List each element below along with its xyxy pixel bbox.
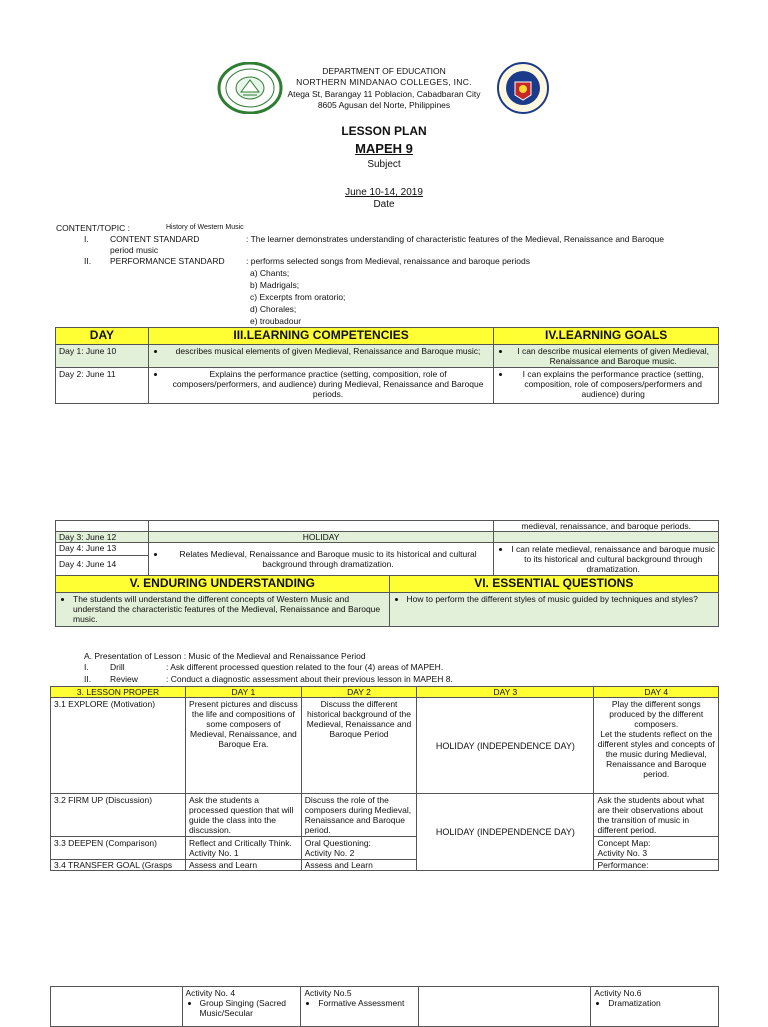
goal-cell: • I can describe musical elements of given Medieval, Renaissance and Baroque music. bbox=[494, 345, 719, 368]
table-row bbox=[51, 837, 719, 860]
understanding-table bbox=[55, 575, 719, 627]
competency-cell: • Explains the performance practice (setting, composition, role of composers/performers, and audience) during Medieval, Renaissance and Baroque periods. bbox=[148, 368, 493, 404]
day3-cell: HOLIDAY (INDEPENDENCE DAY) bbox=[417, 698, 594, 794]
day4-cell: Performance: bbox=[594, 860, 719, 871]
lesson-proper-table-continued bbox=[50, 986, 719, 1027]
essential-questions-header: VI. ESSENTIAL QUESTIONS bbox=[389, 576, 718, 593]
day1-cell: Reflect and Critically Think. Activity No. 1 bbox=[186, 837, 302, 860]
performance-standard-num: II. bbox=[84, 256, 92, 266]
competencies-table bbox=[55, 327, 719, 404]
content-standard-cont: period music bbox=[110, 245, 159, 255]
col-header-competencies: III.LEARNING COMPETENCIES bbox=[148, 328, 493, 345]
day1-cell: Ask the students a processed question that will guide the class into the discussion. bbox=[186, 794, 302, 837]
song-item: b) Madrigals; bbox=[250, 280, 300, 290]
day-cell: Day 1: June 10 bbox=[56, 345, 149, 368]
stage-label: 3.3 DEEPEN (Comparison) bbox=[51, 837, 186, 860]
table-row bbox=[56, 368, 719, 404]
col-header-day: DAY bbox=[56, 328, 149, 345]
drill-num: I. bbox=[84, 662, 89, 672]
school-address-line1: Atega St, Barangay 11 Poblacion, Cabadbaran City bbox=[287, 89, 481, 99]
day2-cell: Oral Questioning: Activity No. 2 bbox=[301, 837, 416, 860]
day-cell: Day 2: June 11 bbox=[56, 368, 149, 404]
day2-cell: Activity No.5 • Formative Assessment bbox=[301, 987, 419, 1027]
stage-label: 3.4 TRANSFER GOAL (Grasps bbox=[51, 860, 186, 871]
goal-cell: • I can explains the performance practice (setting, composition, role of composers/performers and audience) during bbox=[494, 368, 719, 404]
day1-cell: Assess and Learn bbox=[186, 860, 302, 871]
review-label: Review bbox=[110, 674, 138, 684]
essential-questions-cell: • How to perform the different styles of music guided by techniques and styles? bbox=[389, 593, 718, 627]
day2-cell: Assess and Learn bbox=[301, 860, 416, 871]
performance-standard-text: : performs selected songs from Medieval, renaissance and baroque periods bbox=[246, 256, 530, 266]
date-value: June 10-14, 2019 bbox=[345, 187, 423, 198]
topic-value: History of Western Music bbox=[166, 224, 244, 231]
date-label: Date bbox=[373, 199, 395, 210]
enduring-understanding-cell: • The students will understand the different concepts of Western Music and understand the characteristic features of the Medieval, Renaissance and Baroque music. bbox=[56, 593, 390, 627]
topic-label: CONTENT/TOPIC : bbox=[56, 223, 130, 233]
content-standard-label: CONTENT STANDARD bbox=[110, 234, 200, 244]
day4-cell: Play the different songs produced by the different composers. Let the students reflect on the different styles and concepts of the music during Medieval, Renaissance and Baroque period. bbox=[594, 698, 719, 794]
col-header-day2: DAY 2 bbox=[301, 687, 416, 698]
drill-text: : Ask different processed question related to the four (4) areas of MAPEH. bbox=[166, 662, 444, 672]
table-row bbox=[51, 860, 719, 871]
doc-title: LESSON PLAN bbox=[341, 124, 427, 138]
review-num: II. bbox=[84, 674, 92, 684]
day1-cell: Present pictures and discuss the life and compositions of some composers of Medieval, Renaissance, and Baroque Era. bbox=[186, 698, 302, 794]
day1-cell: Activity No. 4 • Group Singing (Sacred Music/Secular bbox=[182, 987, 301, 1027]
content-standard-text: : The learner demonstrates understanding of characteristic features of the Medieval, Renaissance and Baroque bbox=[246, 234, 665, 244]
table-row bbox=[51, 698, 719, 794]
presentation-line: A. Presentation of Lesson : Music of the Medieval and Renaissance Period bbox=[84, 651, 366, 661]
col-header-goals: IV.LEARNING GOALS bbox=[494, 328, 719, 345]
holiday-cell: HOLIDAY bbox=[148, 532, 493, 543]
day4-cell: Ask the students about what are their observations about the transition of music in different period. bbox=[594, 794, 719, 837]
day-cell: Day 4: June 14 bbox=[56, 556, 149, 576]
day2-cell: Discuss the different historical background of the Medieval, Renaissance and Baroque Period bbox=[301, 698, 416, 794]
song-item: e) troubadour bbox=[250, 316, 302, 326]
table-row bbox=[51, 794, 719, 837]
col-header-day3: DAY 3 bbox=[417, 687, 594, 698]
review-text: : Conduct a diagnostic assessment about their previous lesson in MAPEH 8. bbox=[166, 674, 453, 684]
day4-cell: Activity No.6 • Dramatization bbox=[591, 987, 719, 1027]
enduring-understanding-header: V. ENDURING UNDERSTANDING bbox=[56, 576, 390, 593]
stage-label: 3.1 EXPLORE (Motivation) bbox=[51, 698, 186, 794]
col-header-day1: DAY 1 bbox=[186, 687, 302, 698]
day-cell: Day 4: June 13 bbox=[56, 543, 149, 556]
department-name: DEPARTMENT OF EDUCATION bbox=[322, 66, 446, 76]
lesson-proper-table bbox=[50, 686, 719, 871]
subject-value: MAPEH 9 bbox=[355, 141, 413, 156]
drill-label: Drill bbox=[110, 662, 125, 672]
school-name: NORTHERN MINDANAO COLLEGES, INC. bbox=[296, 77, 472, 87]
day2-cell: Discuss the role of the composers during Medieval, Renaissance and Baroque period. bbox=[301, 794, 416, 837]
day-cell: Day 3: June 12 bbox=[56, 532, 149, 543]
day3-cell: HOLIDAY (INDEPENDENCE DAY) bbox=[417, 794, 594, 871]
competencies-table-continued bbox=[55, 520, 719, 576]
school-address-line2: 8605 Agusan del Norte, Philippines bbox=[317, 100, 451, 110]
content-standard-num: I. bbox=[84, 234, 89, 244]
song-item: a) Chants; bbox=[250, 268, 290, 278]
table-row bbox=[56, 345, 719, 368]
competency-cell: • Relates Medieval, Renaissance and Baroque music to its historical and cultural background through dramatization. bbox=[148, 543, 493, 576]
goal-cell: medieval, renaissance, and baroque periods. bbox=[494, 521, 719, 532]
col-header-day4: DAY 4 bbox=[594, 687, 719, 698]
stage-label: 3.2 FIRM UP (Discussion) bbox=[51, 794, 186, 837]
competency-cell: • describes musical elements of given Medieval, Renaissance and Baroque music; bbox=[148, 345, 493, 368]
col-header-lesson-proper: 3. LESSON PROPER bbox=[51, 687, 186, 698]
performance-standard-label: PERFORMANCE STANDARD bbox=[110, 256, 225, 266]
day4-cell: Concept Map: Activity No. 3 bbox=[594, 837, 719, 860]
song-item: d) Chorales; bbox=[250, 304, 297, 314]
subject-label: Subject bbox=[367, 159, 401, 170]
song-item: c) Excerpts from oratorio; bbox=[250, 292, 346, 302]
goal-cell: • I can relate medieval, renaissance and baroque music to its historical and cultural background through dramatization. bbox=[494, 543, 719, 576]
